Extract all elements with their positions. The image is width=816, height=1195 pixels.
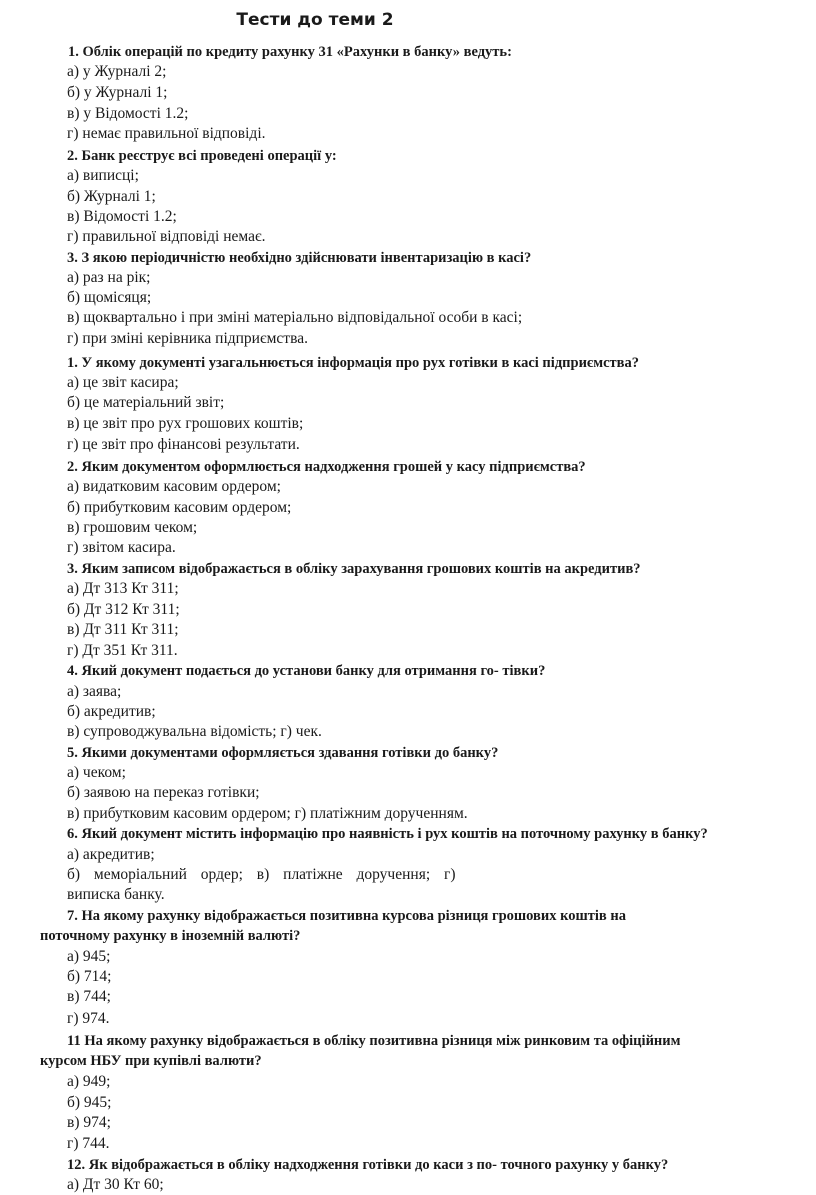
answer-option: в) у Відомості 1.2; <box>67 105 189 122</box>
answer-option: а) раз на рік; <box>67 269 151 286</box>
answer-option: в) прибутковим касовим ордером; г) платіжним дорученням. <box>67 805 468 822</box>
question-line: 5. Якими документами оформляється здавання готівки до банку? <box>67 745 499 761</box>
answer-option: г) Дт 351 Кт 311. <box>67 642 178 659</box>
answer-option: б) акредитив; <box>67 703 156 720</box>
answer-option: г) при зміні керівника підприємства. <box>67 330 308 347</box>
answer-option: в) це звіт про рух грошових коштів; <box>67 415 304 432</box>
answer-option: г) звітом касира. <box>67 539 176 556</box>
answer-option: б) 714; <box>67 968 112 985</box>
question-line: 7. На якому рахунку відображається позитивна курсова різниця грошових коштів на <box>67 908 626 924</box>
answer-option: в) 744; <box>67 988 111 1005</box>
answer-option: а) видатковим касовим ордером; <box>67 478 281 495</box>
answer-option: г) 974. <box>67 1010 110 1027</box>
answer-option: в) грошовим чеком; <box>67 519 198 536</box>
answer-option: б) щомісяця; <box>67 289 152 306</box>
answer-option: а) 949; <box>67 1073 111 1090</box>
question-line: 6. Який документ містить інформацію про наявність і рух коштів на поточному рахунку в банку? <box>67 826 708 842</box>
answer-option: в) щоквартально і при зміні матеріально відповідальної особи в касі; <box>67 309 523 326</box>
answer-option: г) 744. <box>67 1135 110 1152</box>
question-line: 3. З якою періодичністю необхідно здійснювати інвентаризацію в касі? <box>67 250 532 266</box>
question-line: 11 На якому рахунку відображається в обліку позитивна різниця між ринковим та офіційним <box>67 1033 681 1049</box>
answer-option: а) Дт 30 Кт 60; <box>67 1176 164 1193</box>
answer-option: г) правильної відповіді немає. <box>67 228 266 245</box>
answer-option: б) це матеріальний звіт; <box>67 394 225 411</box>
answer-option: б) прибутковим касовим ордером; <box>67 499 292 516</box>
answer-option: а) 945; <box>67 948 111 965</box>
answer-option: а) акредитив; <box>67 846 155 863</box>
answer-option: а) чеком; <box>67 764 126 781</box>
answer-option: а) Дт 313 Кт 311; <box>67 580 179 597</box>
page-title: Тести до теми 2 <box>236 10 394 30</box>
answer-option: в) 974; <box>67 1114 111 1131</box>
question-line: поточному рахунку в іноземній валюті? <box>40 928 301 944</box>
answer-option: б) Дт 312 Кт 311; <box>67 601 180 618</box>
question-line: 2. Яким документом оформлюється надходження грошей у касу підприємства? <box>67 459 586 475</box>
answer-option: г) немає правильної відповіді. <box>67 125 266 142</box>
question-line: 1. Облік операцій по кредиту рахунку 31 «Рахунки в банку» ведуть: <box>68 44 512 60</box>
answer-option: а) виписці; <box>67 167 139 184</box>
answer-option: а) заява; <box>67 683 122 700</box>
answer-option: б) 945; <box>67 1094 112 1111</box>
question-line: 1. У якому документі узагальнюється інформація про рух готівки в касі підприємства? <box>67 355 639 371</box>
question-line: 3. Яким записом відображається в обліку зарахування грошових коштів на акредитив? <box>67 561 641 577</box>
answer-option: г) це звіт про фінансові результати. <box>67 436 300 453</box>
answer-option: в) Дт 311 Кт 311; <box>67 621 179 638</box>
answer-option: б) у Журналі 1; <box>67 84 168 101</box>
answer-option: виписка банку. <box>67 886 165 903</box>
question-line: 12. Як відображається в обліку надходження готівки до каси з по- точного рахунку у банку? <box>67 1157 669 1173</box>
answer-option: б) Журналі 1; <box>67 188 156 205</box>
answer-option: б) заявою на переказ готівки; <box>67 784 260 801</box>
answer-option: б) меморіальний ордер; в) платіжне доручення; г) <box>67 866 456 883</box>
question-line: 4. Який документ подається до установи банку для отримання го- тівки? <box>67 663 546 679</box>
answer-option: а) у Журналі 2; <box>67 63 167 80</box>
answer-option: а) це звіт касира; <box>67 374 179 391</box>
question-line: курсом НБУ при купівлі валюти? <box>40 1053 262 1069</box>
question-line: 2. Банк реєструє всі проведені операції у: <box>67 148 337 164</box>
answer-option: в) Відомості 1.2; <box>67 208 177 225</box>
answer-option: в) супроводжувальна відомість; г) чек. <box>67 723 322 740</box>
